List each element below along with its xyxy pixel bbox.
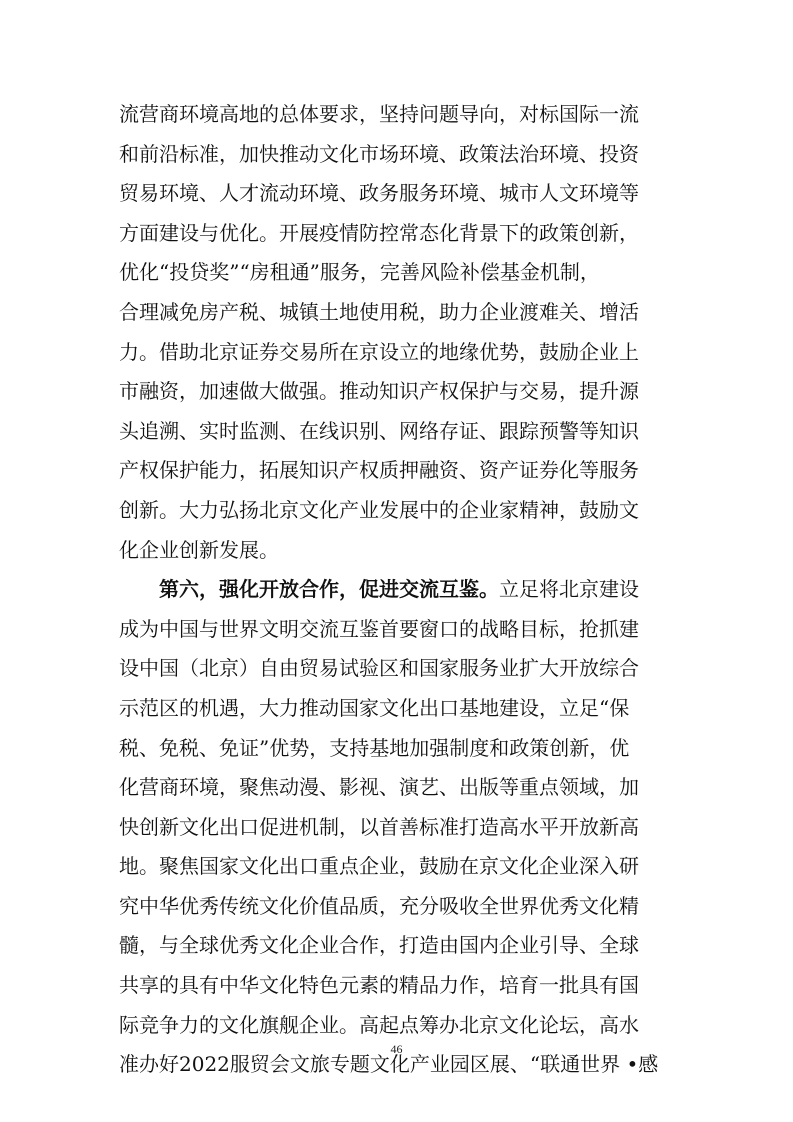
paragraph-line: 示范区的机遇，大力推动国家文化出口基地建设，立足“保 <box>119 695 630 720</box>
paragraph-line: 髓，与全球优秀文化企业合作，打造由国内企业引导、全球 <box>119 933 639 958</box>
body-text <box>119 95 679 1085</box>
paragraph-line: 流营商环境高地的总体要求，坚持问题导向，对标国际一流 <box>119 102 639 126</box>
paragraph-line: 优化“投贷奖”“房租通”服务，完善风险补偿基金机制， <box>119 260 600 285</box>
section-heading: 第六，强化开放合作，促进交流互鉴。 <box>159 577 499 602</box>
paragraph-line: 设中国（北京）自由贸易试验区和国家服务业扩大开放综合 <box>119 656 639 681</box>
paragraph-text: 立足将北京建设 <box>499 577 639 602</box>
paragraph-line: 化营商环境，聚焦动漫、影视、演艺、出版等重点领域，加 <box>119 775 639 800</box>
paragraph-line: 准办好2022服贸会文旅专题文化产业园区展、“联通世界 •感 <box>119 1052 659 1077</box>
paragraph-line: 创新。大力弘扬北京文化产业发展中的企业家精神，鼓励文 <box>119 497 639 522</box>
paragraph-line: 力。借助北京证券交易所在京设立的地缘优势，鼓励企业上 <box>119 339 639 364</box>
paragraph-line: 际竞争力的文化旗舰企业。高起点筹办北京文化论坛，高水 <box>119 1012 639 1037</box>
page-number: 46 <box>390 1042 403 1056</box>
paragraph-line: 成为中国与世界文明交流互鉴首要窗口的战略目标，抢抓建 <box>119 616 639 641</box>
paragraph-first-line <box>119 570 679 610</box>
paragraph-line: 地。聚焦国家文化出口重点企业，鼓励在京文化企业深入研 <box>119 854 639 879</box>
paragraph-line: 合理减免房产税、城镇土地使用税，助力企业渡难关、增活 <box>119 299 639 324</box>
paragraph-line: 和前沿标准，加快推动文化市场环境、政策法治环境、投资 <box>119 141 639 166</box>
paragraph-line: 产权保护能力，拓展知识产权质押融资、资产证券化等服务 <box>119 458 639 483</box>
paragraph-line: 究中华优秀传统文化价值品质，充分吸收全世界优秀文化精 <box>119 893 639 918</box>
paragraph-line: 税、免税、免证”优势，支持基地加强制度和政策创新，优 <box>119 735 630 760</box>
paragraph-line: 市融资，加速做大做强。推动知识产权保护与交易，提升源 <box>119 379 639 404</box>
paragraph-line: 方面建设与优化。开展疫情防控常态化背景下的政策创新， <box>119 220 639 245</box>
paragraph-line: 头追溯、实时监测、在线识别、网络存证、跟踪预警等知识 <box>119 418 639 443</box>
paragraph-line: 化企业创新发展。 <box>119 537 279 562</box>
paragraph-line: 共享的具有中华文化特色元素的精品力作，培育一批具有国 <box>119 973 639 998</box>
paragraph-line: 贸易环境、人才流动环境、政务服务环境、城市人文环境等 <box>119 181 639 206</box>
paragraph-line: 快创新文化出口促进机制，以首善标准打造高水平开放新高 <box>119 814 639 839</box>
